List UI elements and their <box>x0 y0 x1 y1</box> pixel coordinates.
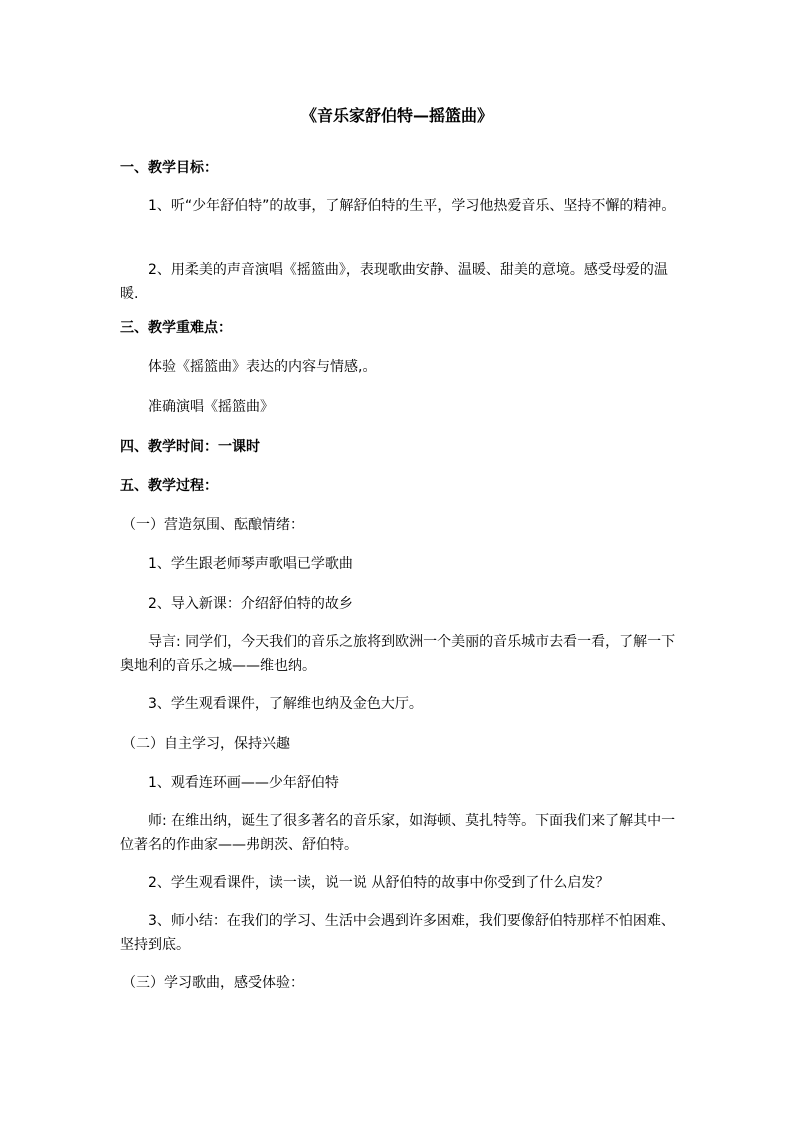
document-title: 《音乐家舒伯特—摇篮曲》 <box>300 106 493 125</box>
part2-teacher-text: 师: 在维出纳，诞生了很多著名的音乐家，如海顿、莫扎特等。下面我们来了解其中一位著名的作曲家——弗朗茨、舒伯特。 <box>120 813 676 853</box>
part-heading-1: （一）营造氛围、酝酿情绪： <box>122 517 304 533</box>
part2-teacher <box>120 809 676 857</box>
objective-item-2 <box>120 258 676 306</box>
part1-intro <box>120 630 676 678</box>
part2-step-3 <box>120 909 676 957</box>
part2-step-2: 2、学生观看课件，读一读，说一说 从舒伯特的故事中你受到了什么启发？ <box>148 875 610 891</box>
part1-step-1: 1、学生跟老师琴声歌唱已学歌曲 <box>148 556 353 572</box>
section-heading-objectives: 一、教学目标： <box>120 160 218 176</box>
objective-item-1-text: 1、听“少年舒伯特”的故事，了解舒伯特的生平，学习他热爱音乐、坚持不懈的精神。 <box>148 198 676 214</box>
part-heading-2: （二）自主学习，保持兴趣 <box>122 736 290 752</box>
objective-item-1 <box>120 194 676 218</box>
section-heading-key-points: 三、教学重难点： <box>120 320 232 336</box>
section-heading-time: 四、教学时间：一课时 <box>120 439 260 455</box>
part1-intro-text: 导言: 同学们，今天我们的音乐之旅将到欧洲一个美丽的音乐城市去看一看，了解一下奥地利的音乐之城——维也纳。 <box>120 634 676 674</box>
key-point-1: 体验《摇篮曲》表达的内容与情感,。 <box>148 359 377 375</box>
part2-step-1: 1、观看连环画——少年舒伯特 <box>148 775 339 791</box>
section-heading-process: 五、教学过程： <box>120 478 218 494</box>
part1-step-2: 2、导入新课：介绍舒伯特的故乡 <box>148 596 353 612</box>
objective-item-2-text: 2、用柔美的声音演唱《摇篮曲》，表现歌曲安静、温暖、甜美的意境。感受母爱的温暖. <box>120 262 668 302</box>
part2-step-3-text: 3、师小结：在我们的学习、生活中会遇到许多困难，我们要像舒伯特那样不怕困难、坚持到底。 <box>120 913 675 953</box>
part-heading-3: （三）学习歌曲，感受体验： <box>122 975 304 991</box>
key-point-2: 准确演唱《摇篮曲》 <box>148 399 274 415</box>
part1-step-3: 3、学生观看课件，了解维也纳及金色大厅。 <box>148 696 423 712</box>
